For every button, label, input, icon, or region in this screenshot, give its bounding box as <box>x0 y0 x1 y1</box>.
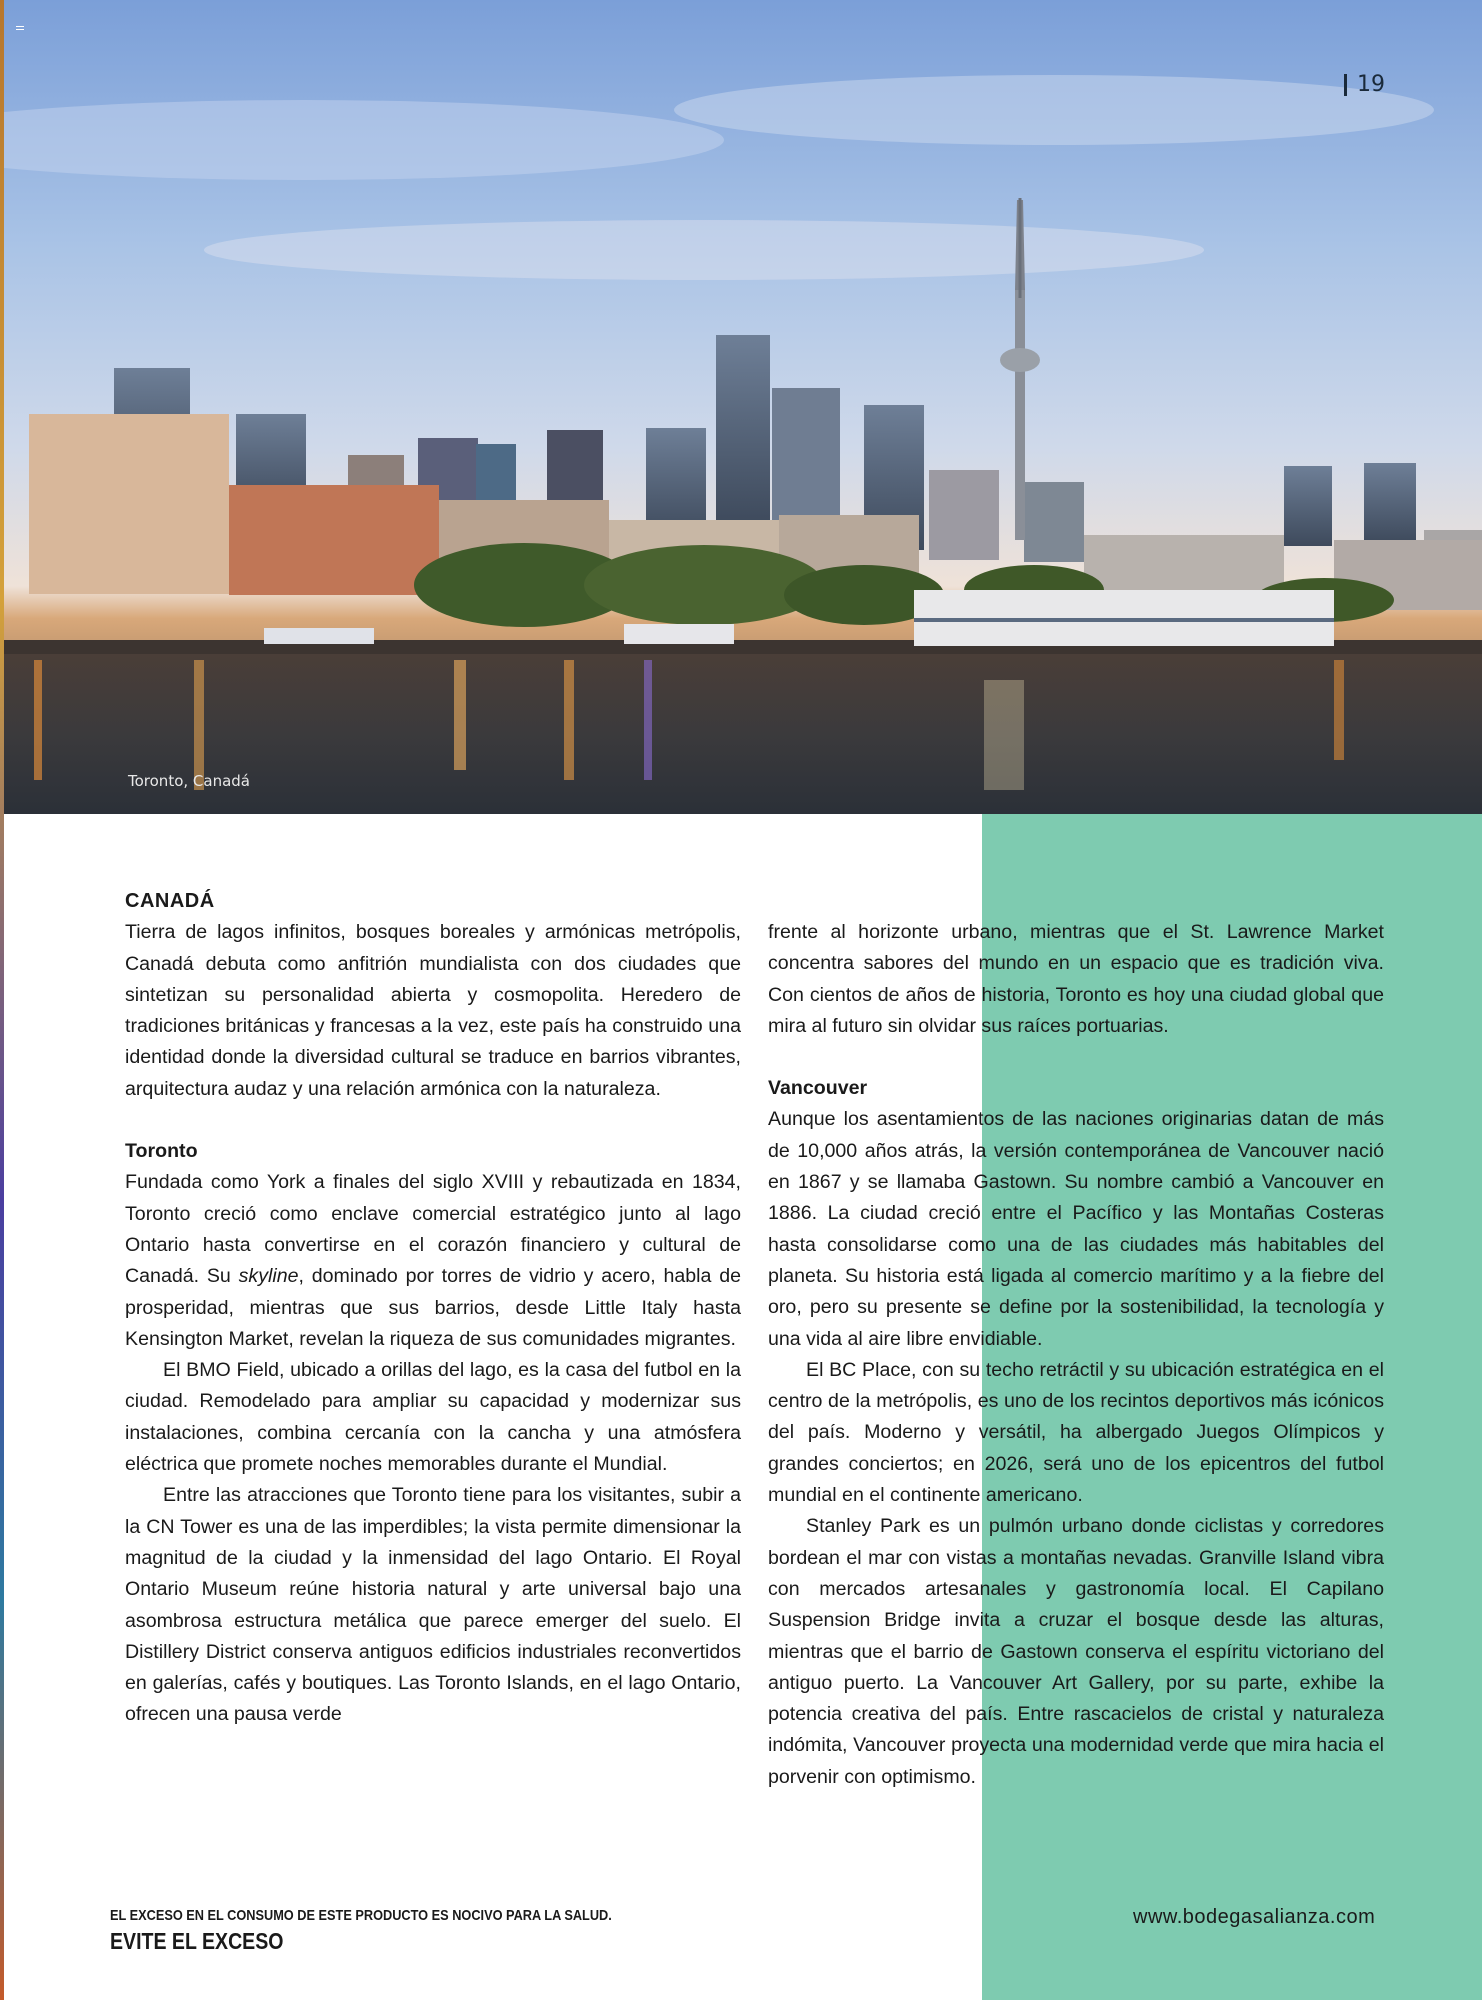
menu-icon[interactable] <box>16 18 26 26</box>
left-column <box>125 886 741 1731</box>
toronto-paragraph-3: Entre las atracciones que Toronto tiene para los visitantes, subir a la CN Tower es una de las imperdibles; la vista permite dimensionar la magnitud de la ciudad y la inmensidad del lago Ontario. El Royal Ontario Museum reúne historia natural y arte universal bajo una asombrosa estructura metálica que parece emerger del suelo. El Distillery District conserva antiguos edificios industriales reconvertidos en galerías, cafés y boutiques. Las Toronto Islands, en el lago Ontario, ofrecen una pausa verde <box>125 1484 741 1726</box>
canada-intro: Tierra de lagos infinitos, bosques boreales y armónicas metrópolis, Canadá debuta como anfitrión mundialista con dos ciudades que sintetizan su personalidad abierta y cosmopolita. Heredero de tradiciones británicas y francesas a la vez, este país ha construido una identidad donde la diversidad cultural se traduce en barrios vibrantes, arquitectura audaz y una relación armónica con la naturaleza. <box>125 921 741 1100</box>
website-link[interactable]: www.bodegasalianza.com <box>1133 1906 1376 1928</box>
health-warning-emphasis: EVITE EL EXCESO <box>110 1928 284 1954</box>
hero-photo <box>4 0 1482 814</box>
spacer <box>768 1042 1384 1073</box>
toronto-p1-skyline: skyline <box>238 1265 299 1288</box>
subheading-vancouver: Vancouver <box>768 1077 868 1100</box>
vancouver-paragraph-1: Aunque los asentamientos de las naciones originarias datan de más de 10,000 años atrás, la versión contemporánea de Vancouver nació en 1867 y se llamaba Gastown. Su nombre cambió a Vancouver en 1886. La ciudad creció entre el Pacífico y las Montañas Costeras hasta consolidarse como una de las ciudades más habitables del planeta. Su historia está ligada al comercio marítimo y a la fiebre del oro, pero su presente se define por la sostenibilidad, la tecnología y una vida al aire libre envidiable. <box>768 1108 1384 1350</box>
menu-icon-glyph <box>16 25 26 33</box>
toronto-skyline-illustration <box>4 0 1482 814</box>
toronto-p1-start: Fundada como York a finales del siglo XVIII y rebautizada en 1834, Toronto creció como enclave comercial estratégico junto al lago Ontario hasta convertirse en el corazón financiero y cultural de Canadá. Su <box>125 1171 741 1288</box>
toronto-paragraph-2: El BMO Field, ubicado a orillas del lago, es la casa del futbol en la ciudad. Remodelado para ampliar su capacidad y modernizar sus instalaciones, combina cercanía con la cancha y una atmósfera eléctrica que promete noches memorables durante el Mundial. <box>125 1359 741 1476</box>
page-number-bar <box>1344 74 1347 96</box>
right-column <box>768 917 1384 1793</box>
vancouver-paragraph-2: El BC Place, con su techo retráctil y su ubicación estratégica en el centro de la metrópolis, es uno de los recintos deportivos más icónicos del país. Moderno y versátil, ha albergado Juegos Olímpicos y grandes conciertos; en 2026, será uno de los epicentros del futbol mundial en el continente americano. <box>768 1358 1384 1507</box>
photo-caption: Toronto, Canadá <box>128 772 250 790</box>
toronto-paragraph-3-continued: frente al horizonte urbano, mientras que el St. Lawrence Market concentra sabores del mundo en un espacio que es tradición viva. Con cientos de años de historia, Toronto es hoy una ciudad global que mira al futuro sin olvidar sus raíces portuarias. <box>768 921 1384 1037</box>
subheading-toronto: Toronto <box>125 1140 198 1163</box>
spacer <box>125 1105 741 1136</box>
page-number <box>1344 72 1385 97</box>
toronto-p1-end: , dominado por torres de vidrio y acero, habla de prosperidad, mientras que sus barrios, desde Little Italy hasta Kensington Market, revelan la riqueza de sus comunidades migrantes. <box>125 1265 741 1350</box>
page-number-text: 19 <box>1357 72 1385 97</box>
health-warning: EL EXCESO EN EL CONSUMO DE ESTE PRODUCTO ES NOCIVO PARA LA SALUD. <box>110 1907 612 1924</box>
vancouver-paragraph-3: Stanley Park es un pulmón urbano donde ciclistas y corredores bordean el mar con vistas a montañas nevadas. Granville Island vibra con mercados artesanales y gastronomía local. El Capilano Suspension Bridge invita a cruzar el bosque desde las alturas, mientras que el barrio de Gastown conserva el espíritu victoriano del antiguo puerto. La Vancouver Art Gallery, por su parte, exhibe la potencia creativa del país. Entre rascacielos de cristal y naturaleza indómita, Vancouver proyecta una modernidad verde que mira hacia el porvenir con optimismo. <box>768 1515 1384 1788</box>
toronto-paragraph-1 <box>125 1167 741 1355</box>
section-heading-canada: CANADÁ <box>125 890 215 912</box>
